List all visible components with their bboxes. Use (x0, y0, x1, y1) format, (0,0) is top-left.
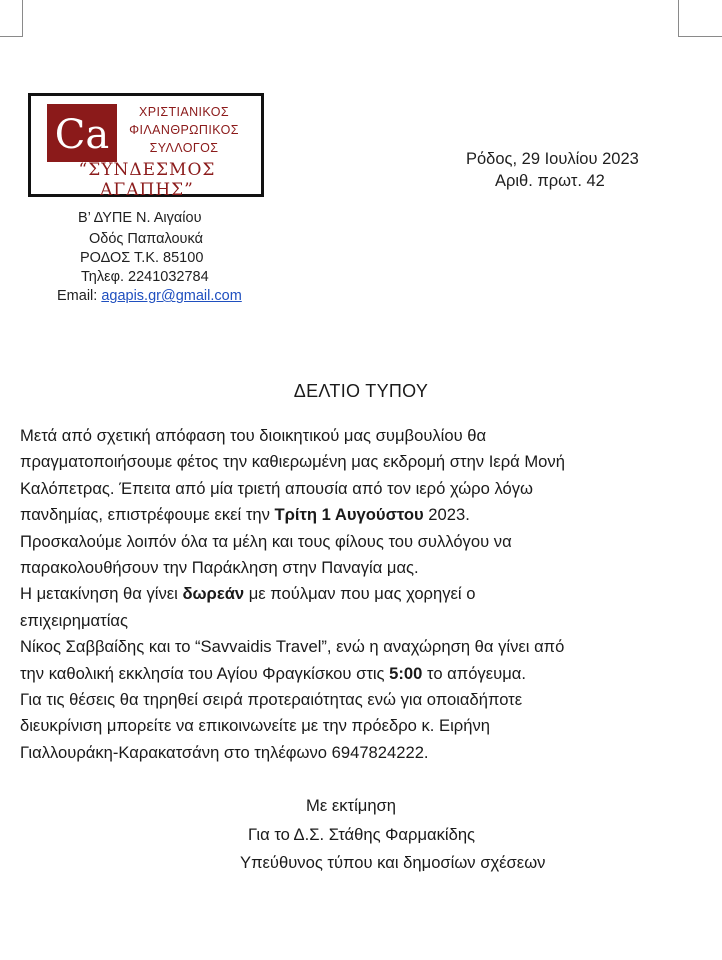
org-line-1: ΧΡΙΣΤΙΑΝΙΚΟΣ (138, 105, 230, 119)
body-line: Μετά από σχετική απόφαση του διοικητικού μας συμβουλίου θα (20, 426, 487, 445)
page-title: ΔΕΛΤΙΟ ΤΥΠΟΥ (293, 381, 429, 401)
org-line-2: ΦΙΛΑΝΘΡΩΠΙΚΟΣ (129, 123, 239, 137)
body-text: Η μετακίνηση θα γίνει (20, 584, 183, 604)
closing-greeting: Με εκτίμηση (306, 796, 397, 815)
page-corner-mark-left (0, 0, 23, 37)
body-line: Γιαλλουράκη-Καρακατσάνη στο τηλέφωνο 6947824222. (20, 742, 429, 762)
body-line: παρακολουθήσουν την Παράκληση στην Παναγία μας. (20, 558, 419, 578)
org-name: “ΣΥΝΔΕΣΜΟΣ ΑΓΑΠΗΣ” (78, 160, 216, 200)
body-line (20, 502, 710, 528)
body-text: πανδημίας, επιστρέφουμε εκεί την (20, 505, 275, 525)
protocol-number: Αριθ. πρωτ. 42 (495, 172, 605, 190)
address-line-1: Β’ ΔΥΠΕ Ν. Αιγαίου (78, 210, 202, 226)
email-row (57, 288, 242, 304)
trip-date: Τρίτη 1 Αυγούστου (274, 505, 424, 525)
letterhead-logo-box (28, 93, 264, 200)
email-link[interactable]: agapis.gr@gmail.com (101, 288, 242, 304)
body-line: επιχειρηματίας (20, 610, 128, 630)
body-line (20, 581, 710, 607)
body-line: διευκρίνιση μπορείτε να επικοινωνείτε με την πρόεδρο κ. Ειρήνη (20, 716, 490, 736)
logo-monogram-text: Ca (54, 112, 110, 158)
body-text: με πούλμαν που μας χορηγεί ο (244, 584, 476, 604)
free-emphasis: δωρεάν (182, 584, 245, 604)
closing-role: Υπεύθυνος τύπου και δημοσίων σχέσεων (240, 853, 546, 872)
body-line: πραγματοποιήσουμε φέτος την καθιερωμένη μας εκδρομή στην Ιερά Μονή (20, 452, 565, 472)
body-line: Προσκαλούμε λοιπόν όλα τα μέλη και τους φίλους του συλλόγου να (20, 531, 512, 551)
ca-monogram-logo (47, 104, 117, 162)
body-line: Νίκος Σαββαίδης και το “Savvaidis Travel”, ενώ η αναχώρηση θα γίνει από (20, 637, 565, 657)
page-corner-mark-right (678, 0, 722, 37)
body-text: την καθολική εκκλησία του Αγίου Φραγκίσκου στις (20, 663, 390, 683)
press-release-body (20, 423, 710, 766)
address-line-4: Τηλεφ. 2241032784 (81, 269, 209, 285)
place-date: Ρόδος, 29 Ιουλίου 2023 (466, 150, 639, 168)
body-line: Για τις θέσεις θα τηρηθεί σειρά προτεραιότητας ενώ για οποιαδήποτε (20, 690, 523, 710)
body-text: το απόγευμα. (422, 663, 526, 683)
body-text: 2023. (423, 505, 470, 525)
address-line-3: ΡΟΔΟΣ Τ.Κ. 85100 (80, 250, 204, 266)
org-line-3: ΣΥΛΛΟΓΟΣ (149, 141, 219, 155)
departure-time: 5:00 (389, 663, 423, 683)
closing-signatory: Για το Δ.Σ. Στάθης Φαρμακίδης (248, 825, 476, 844)
body-line: Καλόπετρας. Έπειτα από μία τριετή απουσία από τον ιερό χώρο λόγω (20, 478, 533, 498)
body-line (20, 661, 710, 687)
email-label: Email: (57, 288, 98, 304)
address-line-2: Οδός Παπαλουκά (89, 231, 203, 247)
